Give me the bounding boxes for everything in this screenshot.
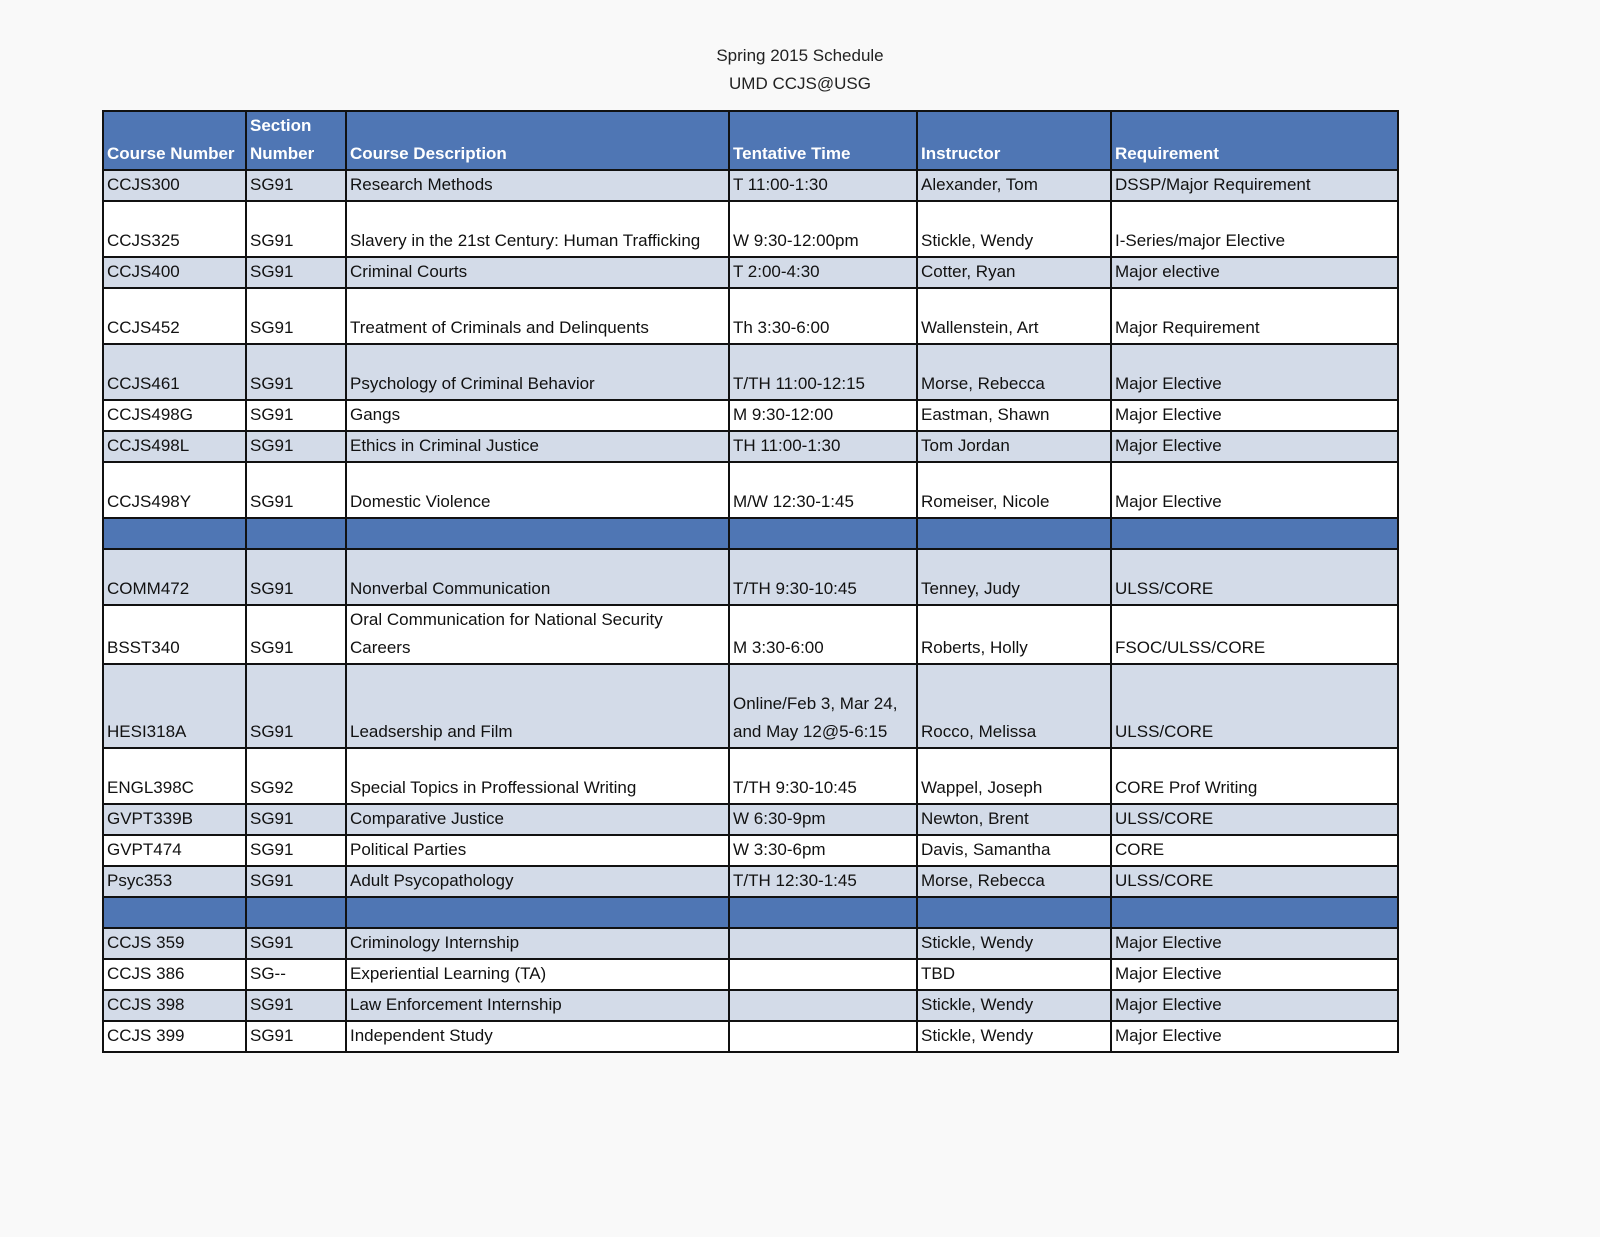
- cell-section-number: SG91: [246, 835, 346, 866]
- cell-course-description: Slavery in the 21st Century: Human Trafficking: [346, 201, 729, 257]
- cell-section-number: SG92: [246, 748, 346, 804]
- header-course-number: Course Number: [103, 111, 246, 170]
- cell-requirement: ULSS/CORE: [1111, 866, 1398, 897]
- table-row: [103, 257, 1398, 288]
- cell-requirement: Major Elective: [1111, 990, 1398, 1021]
- cell-course-number: BSST340: [103, 605, 246, 664]
- cell-requirement: ULSS/CORE: [1111, 804, 1398, 835]
- table-row: [103, 605, 1398, 664]
- cell-requirement: I-Series/major Elective: [1111, 201, 1398, 257]
- cell-requirement: Major Elective: [1111, 928, 1398, 959]
- cell-course-description: Domestic Violence: [346, 462, 729, 518]
- cell-tentative-time: T 2:00-4:30: [729, 257, 917, 288]
- cell-section-number: SG--: [246, 959, 346, 990]
- cell-tentative-time: W 6:30-9pm: [729, 804, 917, 835]
- header-requirement: Requirement: [1111, 111, 1398, 170]
- cell-instructor: Stickle, Wendy: [917, 201, 1111, 257]
- separator-cell: [246, 518, 346, 549]
- cell-requirement: Major Elective: [1111, 959, 1398, 990]
- cell-course-description: Psychology of Criminal Behavior: [346, 344, 729, 400]
- cell-tentative-time: T/TH 12:30-1:45: [729, 866, 917, 897]
- cell-tentative-time: T/TH 9:30-10:45: [729, 748, 917, 804]
- header-tentative-time: Tentative Time: [729, 111, 917, 170]
- cell-requirement: Major Elective: [1111, 1021, 1398, 1052]
- separator-cell: [103, 518, 246, 549]
- separator-cell: [103, 897, 246, 928]
- cell-course-description: Treatment of Criminals and Delinquents: [346, 288, 729, 344]
- cell-section-number: SG91: [246, 804, 346, 835]
- cell-instructor: Stickle, Wendy: [917, 990, 1111, 1021]
- cell-section-number: SG91: [246, 257, 346, 288]
- separator-cell: [246, 897, 346, 928]
- cell-course-number: CCJS 386: [103, 959, 246, 990]
- table-row: [103, 201, 1398, 257]
- header-section-number: Section Number: [246, 111, 346, 170]
- cell-instructor: TBD: [917, 959, 1111, 990]
- cell-course-number: GVPT339B: [103, 804, 246, 835]
- cell-course-description: Leadsership and Film: [346, 664, 729, 748]
- table-row: [103, 664, 1398, 748]
- cell-course-description: Nonverbal Communication: [346, 549, 729, 605]
- cell-course-description: Law Enforcement Internship: [346, 990, 729, 1021]
- cell-instructor: Cotter, Ryan: [917, 257, 1111, 288]
- table-row: [103, 431, 1398, 462]
- cell-requirement: ULSS/CORE: [1111, 664, 1398, 748]
- cell-instructor: Eastman, Shawn: [917, 400, 1111, 431]
- cell-instructor: Roberts, Holly: [917, 605, 1111, 664]
- cell-instructor: Newton, Brent: [917, 804, 1111, 835]
- cell-requirement: CORE Prof Writing: [1111, 748, 1398, 804]
- cell-instructor: Morse, Rebecca: [917, 866, 1111, 897]
- cell-course-description: Research Methods: [346, 170, 729, 201]
- cell-tentative-time: W 3:30-6pm: [729, 835, 917, 866]
- cell-section-number: SG91: [246, 990, 346, 1021]
- table-row: [103, 288, 1398, 344]
- cell-tentative-time: Th 3:30-6:00: [729, 288, 917, 344]
- cell-course-number: CCJS400: [103, 257, 246, 288]
- cell-requirement: Major elective: [1111, 257, 1398, 288]
- cell-instructor: Wappel, Joseph: [917, 748, 1111, 804]
- cell-instructor: Alexander, Tom: [917, 170, 1111, 201]
- table-row: [103, 400, 1398, 431]
- cell-course-number: CCJS 359: [103, 928, 246, 959]
- cell-section-number: SG91: [246, 1021, 346, 1052]
- cell-section-number: SG91: [246, 605, 346, 664]
- table-row: [103, 748, 1398, 804]
- table-row: [103, 549, 1398, 605]
- cell-requirement: Major Elective: [1111, 344, 1398, 400]
- table-row: [103, 344, 1398, 400]
- cell-requirement: CORE: [1111, 835, 1398, 866]
- cell-section-number: SG91: [246, 462, 346, 518]
- cell-tentative-time: Online/Feb 3, Mar 24, and May 12@5-6:15: [729, 664, 917, 748]
- cell-course-number: CCJS325: [103, 201, 246, 257]
- cell-tentative-time: M 9:30-12:00: [729, 400, 917, 431]
- table-row: [103, 835, 1398, 866]
- table-row: [103, 804, 1398, 835]
- cell-instructor: Stickle, Wendy: [917, 928, 1111, 959]
- cell-course-description: Ethics in Criminal Justice: [346, 431, 729, 462]
- cell-course-number: CCJS452: [103, 288, 246, 344]
- cell-course-number: CCJS461: [103, 344, 246, 400]
- cell-course-description: Adult Psycopathology: [346, 866, 729, 897]
- cell-instructor: Tom Jordan: [917, 431, 1111, 462]
- schedule-table: [102, 110, 1399, 1053]
- separator-cell: [917, 897, 1111, 928]
- cell-course-description: Gangs: [346, 400, 729, 431]
- cell-section-number: SG91: [246, 431, 346, 462]
- cell-tentative-time: [729, 1021, 917, 1052]
- cell-course-description: Criminology Internship: [346, 928, 729, 959]
- cell-section-number: SG91: [246, 288, 346, 344]
- cell-requirement: ULSS/CORE: [1111, 549, 1398, 605]
- cell-course-number: CCJS 398: [103, 990, 246, 1021]
- section-separator-row: [103, 518, 1398, 549]
- separator-cell: [917, 518, 1111, 549]
- cell-course-number: CCJS498Y: [103, 462, 246, 518]
- cell-instructor: Romeiser, Nicole: [917, 462, 1111, 518]
- table-row: [103, 959, 1398, 990]
- cell-tentative-time: M 3:30-6:00: [729, 605, 917, 664]
- document-title: Spring 2015 Schedule: [716, 46, 884, 65]
- cell-section-number: SG91: [246, 928, 346, 959]
- section-separator-row: [103, 897, 1398, 928]
- cell-instructor: Tenney, Judy: [917, 549, 1111, 605]
- cell-tentative-time: M/W 12:30-1:45: [729, 462, 917, 518]
- cell-course-number: Psyc353: [103, 866, 246, 897]
- table-row: [103, 866, 1398, 897]
- separator-cell: [729, 897, 917, 928]
- cell-course-number: CCJS498L: [103, 431, 246, 462]
- cell-section-number: SG91: [246, 664, 346, 748]
- table-row: [103, 1021, 1398, 1052]
- cell-course-description: Oral Communication for National Security Careers: [346, 605, 729, 664]
- cell-course-number: CCJS 399: [103, 1021, 246, 1052]
- cell-course-number: COMM472: [103, 549, 246, 605]
- cell-course-description: Criminal Courts: [346, 257, 729, 288]
- table-row: [103, 928, 1398, 959]
- separator-cell: [729, 518, 917, 549]
- separator-cell: [346, 897, 729, 928]
- cell-section-number: SG91: [246, 170, 346, 201]
- cell-instructor: Wallenstein, Art: [917, 288, 1111, 344]
- cell-requirement: Major Elective: [1111, 462, 1398, 518]
- cell-tentative-time: T/TH 9:30-10:45: [729, 549, 917, 605]
- cell-requirement: Major Elective: [1111, 400, 1398, 431]
- cell-instructor: Davis, Samantha: [917, 835, 1111, 866]
- separator-cell: [1111, 518, 1398, 549]
- cell-course-number: CCJS300: [103, 170, 246, 201]
- separator-cell: [1111, 897, 1398, 928]
- cell-requirement: Major Elective: [1111, 431, 1398, 462]
- cell-instructor: Morse, Rebecca: [917, 344, 1111, 400]
- cell-tentative-time: [729, 928, 917, 959]
- document-subtitle: UMD CCJS@USG: [729, 74, 871, 93]
- cell-section-number: SG91: [246, 201, 346, 257]
- cell-course-description: Independent Study: [346, 1021, 729, 1052]
- table-row: [103, 462, 1398, 518]
- cell-instructor: Rocco, Melissa: [917, 664, 1111, 748]
- header-row: [103, 111, 1398, 170]
- cell-section-number: SG91: [246, 549, 346, 605]
- cell-section-number: SG91: [246, 344, 346, 400]
- header-instructor: Instructor: [917, 111, 1111, 170]
- cell-course-number: CCJS498G: [103, 400, 246, 431]
- cell-course-number: HESI318A: [103, 664, 246, 748]
- cell-requirement: FSOC/ULSS/CORE: [1111, 605, 1398, 664]
- cell-requirement: DSSP/Major Requirement: [1111, 170, 1398, 201]
- cell-course-number: ENGL398C: [103, 748, 246, 804]
- table-row: [103, 990, 1398, 1021]
- cell-course-description: Special Topics in Proffessional Writing: [346, 748, 729, 804]
- cell-section-number: SG91: [246, 866, 346, 897]
- cell-tentative-time: [729, 959, 917, 990]
- table-row: [103, 170, 1398, 201]
- separator-cell: [346, 518, 729, 549]
- cell-tentative-time: [729, 990, 917, 1021]
- cell-instructor: Stickle, Wendy: [917, 1021, 1111, 1052]
- cell-tentative-time: T 11:00-1:30: [729, 170, 917, 201]
- cell-tentative-time: TH 11:00-1:30: [729, 431, 917, 462]
- cell-section-number: SG91: [246, 400, 346, 431]
- cell-course-description: Comparative Justice: [346, 804, 729, 835]
- cell-requirement: Major Requirement: [1111, 288, 1398, 344]
- cell-course-description: Experiential Learning (TA): [346, 959, 729, 990]
- cell-tentative-time: W 9:30-12:00pm: [729, 201, 917, 257]
- cell-course-number: GVPT474: [103, 835, 246, 866]
- cell-course-description: Political Parties: [346, 835, 729, 866]
- header-course-description: Course Description: [346, 111, 729, 170]
- cell-tentative-time: T/TH 11:00-12:15: [729, 344, 917, 400]
